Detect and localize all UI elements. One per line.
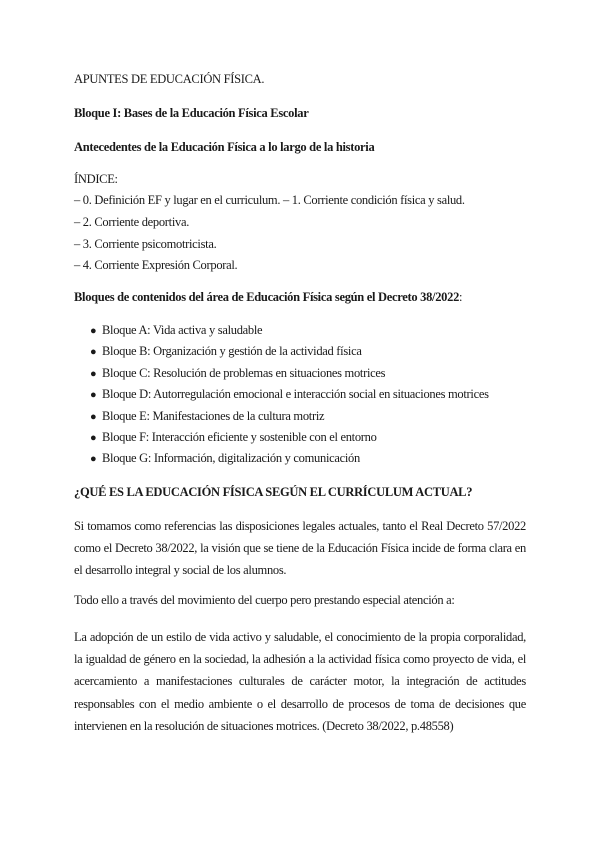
- list-item-label: Bloque E: Manifestaciones de la cultura motriz: [102, 408, 325, 423]
- bullet-icon: ●: [90, 367, 97, 380]
- list-item: [90, 384, 489, 405]
- bullet-icon: ●: [90, 325, 97, 337]
- list-item-label: Bloque C: Resolución de problemas en situaciones motrices: [102, 365, 386, 380]
- contents-heading-suffix: :: [459, 290, 463, 304]
- list-item-label: Bloque F: Interacción eficiente y sostenible con el entorno: [102, 429, 377, 444]
- list-item: [90, 320, 489, 341]
- bullet-icon: ●: [90, 389, 97, 402]
- list-item: [90, 427, 489, 448]
- document-title: APUNTES DE EDUCACIÓN FÍSICA.: [74, 72, 265, 86]
- history-heading: Antecedentes de la Educación Física a lo largo de la historia: [74, 140, 375, 154]
- bullet-icon: ●: [90, 410, 97, 423]
- list-item: [90, 341, 489, 362]
- index-item: – 2. Corriente deportiva.: [74, 215, 190, 229]
- index-label: ÍNDICE:: [74, 172, 118, 186]
- list-item-label: Bloque D: Autorregulación emocional e interacción social en situaciones motrices: [102, 387, 489, 402]
- index-item: – 4. Corriente Expresión Corporal.: [74, 258, 238, 272]
- bullet-icon: ●: [90, 453, 97, 466]
- list-item: [90, 448, 489, 469]
- list-item: [90, 406, 489, 427]
- list-item-label: Bloque G: Información, digitalización y comunicación: [102, 451, 360, 466]
- index-item: – 3. Corriente psicomotricista.: [74, 237, 217, 251]
- index-item: – 0. Definición EF y lugar en el curriculum. – 1. Corriente condición física y salud.: [74, 193, 465, 207]
- paragraph-quote: La adopción de un estilo de vida activo y saludable, el conocimiento de la propia corporalidad, la igualdad de género en la sociedad, la adhesión a la actividad física como proyecto de vida, el acercamiento a manifestaciones culturales de carácter motor, la integración de actitudes responsables con el medio ambiente o el desarrollo de procesos de toma de decisiones que intervienen en la resolución de situaciones motrices. (Decreto 38/2022, p.48558): [74, 630, 526, 733]
- contents-list: [90, 320, 489, 470]
- bullet-icon: ●: [90, 346, 97, 359]
- bullet-icon: ●: [90, 431, 97, 444]
- list-item-label: Bloque B: Organización y gestión de la actividad física: [102, 344, 362, 359]
- contents-heading: Bloques de contenidos del área de Educación Física según el Decreto 38/2022: [74, 290, 460, 304]
- list-item: [90, 363, 489, 384]
- contents-heading-line: [74, 290, 462, 305]
- section-heading: ¿QUÉ ES LA EDUCACIÓN FÍSICA SEGÚN EL CURRÍCULUM ACTUAL?: [74, 485, 473, 499]
- paragraph-intro: Si tomamos como referencias las disposiciones legales actuales, tanto el Real Decreto 57/2022 como el Decreto 38/2022, la visión que se tiene de la Educación Física incide de forma clara en el desarrollo integral y social de los alumnos.: [74, 519, 526, 578]
- list-item-label: Bloque A: Vida activa y saludable: [102, 323, 263, 337]
- paragraph-lead: Todo ello a través del movimiento del cuerpo pero prestando especial atención a:: [74, 593, 455, 607]
- block-heading: Bloque I: Bases de la Educación Física Escolar: [74, 106, 309, 120]
